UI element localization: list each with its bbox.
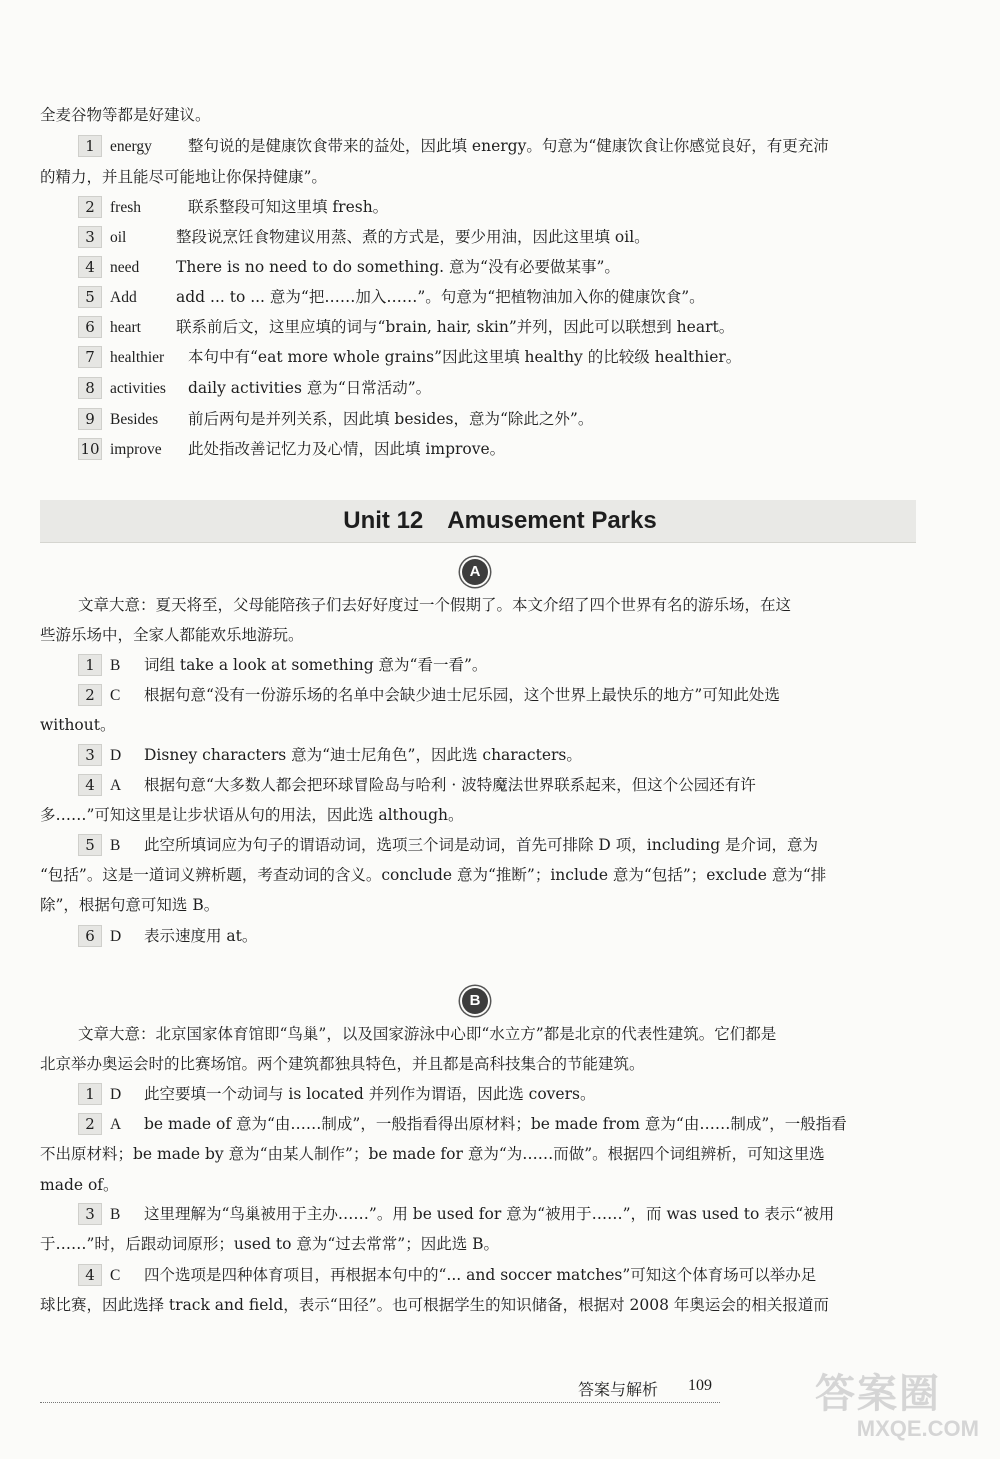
answer-explanation: 四个选项是四种体育项目，再根据本句中的“... and soccer matches”可知这个体育场可以举办足 (144, 1266, 817, 1284)
answer-continuation: 除”，根据句意可知选 B。 (40, 896, 220, 914)
answer-explanation: 词组 take a look at something 意为“看一看”。 (144, 656, 488, 674)
answer-explanation: 表示速度用 at。 (144, 927, 258, 945)
answer-number: 2 (78, 684, 102, 706)
answer-explanation: 此处指改善记忆力及心情，因此填 improve。 (188, 440, 506, 458)
answer-item (78, 654, 918, 677)
answer-number: 1 (78, 654, 102, 676)
answer-choice: D (110, 1086, 122, 1103)
answer-explanation: 根据句意“大多数人都会把环球冒险岛与哈利 · 波特魔法世界联系起来，但这个公园还有许 (144, 776, 756, 794)
answer-item (78, 316, 918, 339)
answer-explanation: add ... to ... 意为“把……加入……”。句意为“把植物油加入你的健康饮食”。 (176, 288, 705, 306)
answer-word: Besides (110, 411, 159, 428)
answer-continuation: 多……”可知这里是让步状语从句的用法，因此选 although。 (40, 806, 464, 824)
answer-item (78, 286, 918, 309)
answer-continuation: without。 (40, 716, 116, 734)
answer-explanation: 这里理解为“鸟巢被用于主办……”。用 be used for 意为“被用于……”，而 was used to 表示“被用 (144, 1205, 835, 1223)
answer-item (78, 925, 918, 948)
answer-item (78, 774, 918, 797)
section-b-badge: B (462, 988, 488, 1014)
answer-number: 5 (78, 286, 102, 308)
answer-item (78, 438, 918, 461)
answer-explanation: 根据句意“没有一份游乐场的名单中会缺少迪士尼乐园，这个世界上最快乐的地方”可知此处选 (144, 686, 780, 704)
answer-explanation: 此空所填词应为句子的谓语动词，选项三个词是动词，首先可排除 D 项，including 是介词，意为 (144, 836, 819, 854)
answer-explanation: daily activities 意为“日常活动”。 (188, 379, 432, 397)
answer-item (78, 135, 918, 158)
answer-choice: D (110, 928, 122, 945)
answer-word: improve (110, 441, 162, 458)
answer-item (78, 1203, 918, 1226)
answer-item (78, 226, 918, 249)
answer-word: healthier (110, 349, 165, 366)
answer-item (78, 196, 918, 219)
answer-number: 4 (78, 256, 102, 278)
answer-number: 4 (78, 1264, 102, 1286)
answer-number: 7 (78, 346, 102, 368)
answer-item (78, 1113, 918, 1136)
answer-word: energy (110, 138, 152, 155)
answer-choice: A (110, 777, 122, 794)
answer-number: 1 (78, 135, 102, 157)
answer-explanation: 此空要填一个动词与 is located 并列作为谓语，因此选 covers。 (144, 1085, 596, 1103)
answer-continuation: “包括”。这是一道词义辨析题，考查动词的含义。conclude 意为“推断”；include 意为“包括”；exclude 意为“排 (40, 866, 827, 884)
answer-continuation: 球比赛，因此选择 track and field，表示“田径”。也可根据学生的知识储备，根据对 2008 年奥运会的相关报道而 (40, 1296, 829, 1314)
answer-explanation: 前后两句是并列关系，因此填 besides，意为“除此之外”。 (188, 410, 594, 428)
answer-word: activities (110, 380, 166, 397)
page-number: 109 (688, 1377, 712, 1394)
answer-word: need (110, 259, 140, 276)
answer-number: 10 (78, 438, 102, 460)
answer-item (78, 834, 918, 857)
answer-explanation: 联系前后文，这里应填的词与“brain, hair, skin”并列，因此可以联想到 heart。 (176, 318, 735, 336)
answer-choice: C (110, 1267, 121, 1284)
answer-item (78, 256, 918, 279)
answer-explanation: There is no need to do something. 意为“没有必要做某事”。 (176, 258, 620, 276)
answer-continuation: made of。 (40, 1176, 119, 1194)
answer-item (78, 1083, 918, 1106)
watermark-url: MXQE.COM (856, 1416, 979, 1441)
footer-rule (40, 1402, 720, 1403)
answer-number: 2 (78, 196, 102, 218)
answer-continuation: 的精力，并且能尽可能地让你保持健康”。 (40, 168, 327, 186)
intro-tail: 全麦谷物等都是好建议。 (40, 106, 211, 124)
answer-number: 1 (78, 1083, 102, 1105)
section-a-summary: 些游乐场中，全家人都能欢乐地游玩。 (40, 626, 304, 644)
answer-continuation: 于……”时，后跟动词原形；used to 意为“过去常常”；因此选 B。 (40, 1235, 500, 1253)
unit-title: Unit 12 Amusement Parks (343, 507, 657, 534)
answer-word: fresh (110, 199, 141, 216)
answer-item (78, 1264, 918, 1287)
answer-explanation: 本句中有“eat more whole grains”因此这里填 healthy 的比较级 healthier。 (188, 348, 742, 366)
answer-item (78, 684, 918, 707)
answer-number: 6 (78, 925, 102, 947)
answer-word: heart (110, 319, 141, 336)
answer-number: 3 (78, 744, 102, 766)
answer-number: 5 (78, 834, 102, 856)
section-b-summary: 文章大意：北京国家体育馆即“鸟巢”，以及国家游泳中心即“水立方”都是北京的代表性建筑。它们都是 (78, 1025, 777, 1043)
answer-item (78, 377, 918, 400)
answer-number: 4 (78, 774, 102, 796)
watermark-logo (815, 1372, 985, 1447)
answer-word: oil (110, 229, 127, 246)
footer-label: 答案与解析 (578, 1380, 659, 1399)
answer-choice: B (110, 657, 121, 674)
answer-choice: C (110, 687, 121, 704)
section-a-summary: 文章大意：夏天将至，父母能陪孩子们去好好度过一个假期了。本文介绍了四个世界有名的游乐场，在这 (78, 596, 792, 614)
answer-number: 9 (78, 408, 102, 430)
answer-explanation: 整段说烹饪食物建议用蒸、煮的方式是，要少用油，因此这里填 oil。 (176, 228, 650, 246)
answer-continuation: 不出原材料；be made by 意为“由某人制作”；be made for 意为“为……而做”。根据四个词组辨析，可知这里选 (40, 1145, 825, 1163)
answer-choice: B (110, 1206, 121, 1223)
answer-number: 8 (78, 377, 102, 399)
answer-choice: D (110, 747, 122, 764)
answer-number: 6 (78, 316, 102, 338)
answer-number: 2 (78, 1113, 102, 1135)
answer-word: Add (110, 289, 137, 306)
section-b-summary: 北京举办奥运会时的比赛场馆。两个建筑都独具特色，并且都是高科技集合的节能建筑。 (40, 1055, 645, 1073)
section-a-badge: A (462, 559, 488, 585)
answer-item (78, 346, 918, 369)
answer-explanation: Disney characters 意为“迪士尼角色”，因此选 characters。 (144, 746, 582, 764)
answer-explanation: 整句说的是健康饮食带来的益处，因此填 energy。句意为“健康饮食让你感觉良好，有更充沛 (188, 137, 829, 155)
watermark-text: 答案圈 (815, 1372, 941, 1416)
answer-explanation: 联系整段可知这里填 fresh。 (188, 198, 389, 216)
answer-number: 3 (78, 226, 102, 248)
answer-explanation: be made of 意为“由……制成”，一般指看得出原材料；be made from 意为“由……制成”，一般指看 (144, 1115, 847, 1133)
answer-item (78, 408, 918, 431)
answer-choice: A (110, 1116, 122, 1133)
answer-choice: B (110, 837, 121, 854)
answer-item (78, 744, 918, 767)
answer-number: 3 (78, 1203, 102, 1225)
